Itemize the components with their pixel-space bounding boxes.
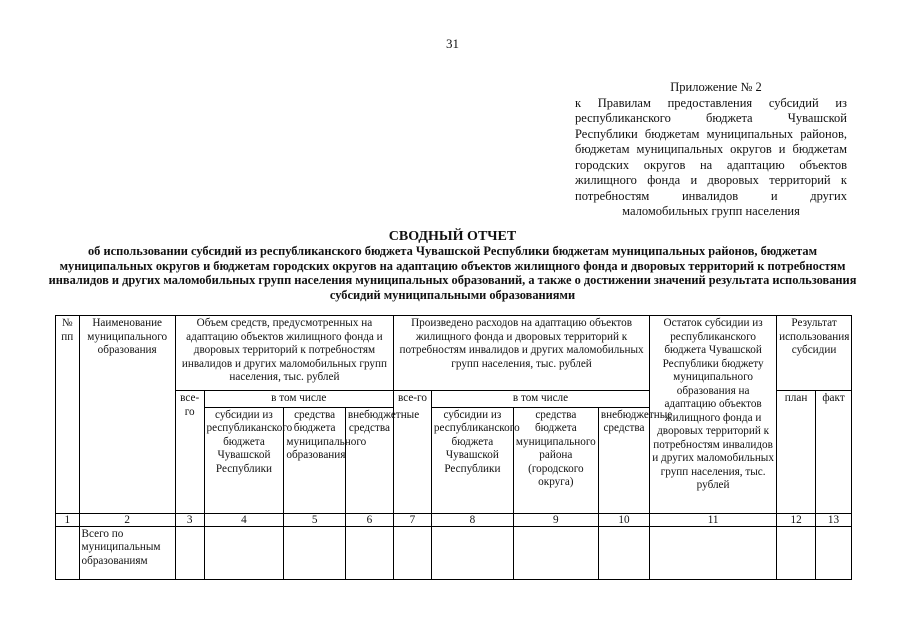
table-cell [56,526,80,579]
table-cell [513,526,598,579]
table-cell [204,526,284,579]
column-number: 5 [284,513,345,526]
table-cell [284,526,345,579]
col-volume-offbudget: внебюджетные средства [345,407,393,513]
col-balance-header: Остаток субсидии из республиканского бюджета Чувашской Республики бюджету муниципального образования на адаптацию объектов жилищного фонда и дворовых территорий к потребностям инвалидов и других маломобильных групп населения, тыс. рублей [650,316,777,514]
table-cell [175,526,204,579]
col-volume-republic: субсидии из республиканского бюджета Чувашской Республики [204,407,284,513]
page-number: 31 [446,36,459,51]
table-cell [345,526,393,579]
appendix-title: Приложение № 2 [670,80,762,94]
col-spent-district: средства бюджета муниципального района (городского округа) [513,407,598,513]
col-volume-total: все-го [175,391,204,514]
table-cell [394,526,432,579]
report-table [55,315,852,580]
column-number: 8 [431,513,513,526]
group-volume-header: Объем средств, предусмотренных на адаптацию объектов жилищного фонда и дворовых территорий к потребностям инвалидов и других маломобильных групп населения, тыс. рублей [175,316,393,391]
total-row [56,526,852,579]
column-number: 6 [345,513,393,526]
col-name-header: Наименование муниципального образования [79,316,175,514]
col-spent-offbudget: внебюджетные средства [598,407,649,513]
report-title: СВОДНЫЙ ОТЧЕТ [388,229,517,244]
table-cell [650,526,777,579]
col-fact: факт [816,391,852,514]
table-cell [816,526,852,579]
column-number: 4 [204,513,284,526]
column-number: 2 [79,513,175,526]
group-spent-header: Произведено расходов на адаптацию объектов жилищного фонда и дворовых территорий к потребностям инвалидов и других маломобильных групп населения, тыс. рублей [394,316,650,391]
spent-including: в том числе [431,391,649,408]
column-number: 3 [175,513,204,526]
header-row-1 [56,316,852,391]
appendix-block [575,80,847,220]
col-volume-municipal: средства бюджета муниципального образования [284,407,345,513]
column-number: 10 [598,513,649,526]
appendix-text: к Правилам предоставления субсидий из республиканского бюджета Чувашской Республики бюджетам муниципальных районов, бюджетам муниципальных округов и бюджетам городских округов на адаптацию объектов жилищного фонда и дворовых территорий к потребностям инвалидов и других маломобильных групп населения [575,95,847,218]
column-number: 11 [650,513,777,526]
volume-including: в том числе [204,391,394,408]
column-number: 1 [56,513,80,526]
table-cell [598,526,649,579]
col-number-header: № пп [56,316,80,514]
column-number: 7 [394,513,432,526]
col-plan: план [777,391,816,514]
total-row-label: Всего по муниципальным образованиям [79,526,175,579]
column-numbers-row [56,513,852,526]
column-number: 12 [777,513,816,526]
column-number: 13 [816,513,852,526]
column-number: 9 [513,513,598,526]
col-spent-republic: субсидии из республиканского бюджета Чувашской Республики [431,407,513,513]
col-spent-total: все-го [394,391,432,514]
table-cell [431,526,513,579]
table-cell [777,526,816,579]
report-subtitle: об использовании субсидий из республиканского бюджета Чувашской Республики бюджетам муниципальных районов, бюджетам муниципальных округов и бюджетам городских округов на адаптацию объектов жилищного фонда и дворовых территорий к потребностям инвалидов и других маломобильных групп населения муниципальных образований, а также о достижении значений результата использования субсидий муниципальными образованиями [48,244,857,302]
group-result-header: Результат использования субсидии [777,316,852,391]
